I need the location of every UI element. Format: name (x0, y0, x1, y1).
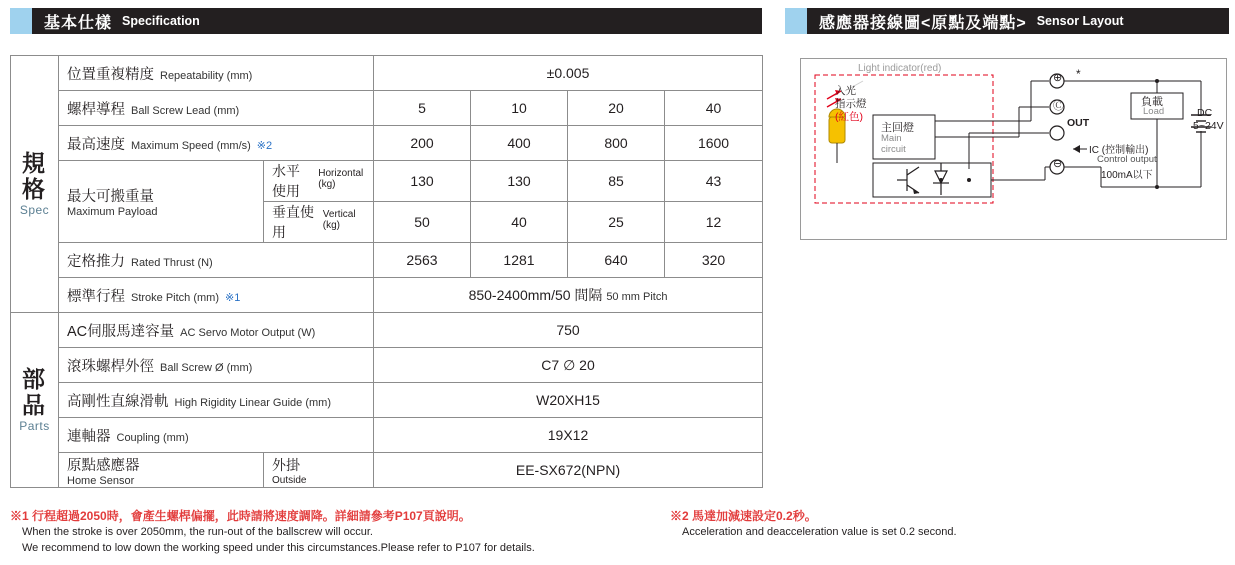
label-thrust-cn: 定格推力 (67, 253, 125, 270)
specification-table (10, 55, 763, 488)
value-thrust-0: 2563 (374, 243, 471, 278)
value-max-speed-2: 800 (568, 126, 665, 161)
table-row (11, 348, 763, 383)
spec-header-bar (32, 8, 762, 34)
label-payload-cn: 最大可搬重量 (67, 189, 154, 205)
asterisk-marker: * (1076, 67, 1081, 81)
label-ic-control-output-cn: IC (控制輸出) (1089, 145, 1149, 156)
row-label-motor-output (59, 313, 374, 348)
label-max-speed-mark: ※2 (256, 139, 273, 152)
label-ic-current: 100mA以下 (1101, 170, 1153, 181)
group-label-parts-en: Parts (19, 418, 50, 433)
value-max-speed-3: 1600 (665, 126, 763, 161)
value-thrust-2: 640 (568, 243, 665, 278)
label-horizontal-en: Horizontal (kg) (318, 168, 364, 190)
row-sublabel-vertical (264, 202, 374, 243)
label-stroke-cn: 標準行程 (67, 288, 125, 305)
value-vertical-2: 25 (568, 202, 665, 243)
label-light-indicator: Light indicator(red) (858, 63, 942, 74)
label-vertical-en: Vertical (kg) (322, 209, 356, 231)
value-vertical-3: 12 (665, 202, 763, 243)
sensor-header-accent-tab (785, 8, 807, 34)
value-ball-screw: C7 ∅ 20 (374, 348, 763, 383)
label-coupling-cn: 連軸器 (67, 428, 111, 445)
table-row (11, 91, 763, 126)
row-label-ball-screw-lead (59, 91, 374, 126)
group-label-spec-en: Spec (19, 202, 50, 217)
value-lead-1: 10 (471, 91, 568, 126)
label-vertical-cn: 垂直使用 (272, 204, 314, 240)
sensor-section-header (785, 8, 1229, 34)
value-stroke-range: 850-2400mm/50 (468, 287, 571, 303)
row-label-stroke-pitch (59, 278, 374, 313)
label-repeatability-cn: 位置重複精度 (67, 66, 154, 83)
row-sublabel-outside (264, 453, 374, 488)
sensor-header-title-cn: 感應器接線圖<原點及端點> (819, 14, 1027, 32)
label-motor-cn: AC伺服馬達容量 (67, 323, 175, 340)
label-outside-cn: 外掛 (272, 456, 300, 473)
group-cell-parts (11, 313, 59, 488)
label-home-sensor-en: Home Sensor (67, 474, 135, 487)
label-dc: DC (1197, 107, 1213, 119)
label-guide-cn: 高剛性直線滑軌 (67, 393, 169, 410)
label-outside-en: Outside (272, 474, 307, 486)
value-stroke-pitch (374, 278, 763, 313)
label-motor-en: AC Servo Motor Output (W) (180, 326, 316, 339)
value-thrust-3: 320 (665, 243, 763, 278)
spec-header-accent-tab (10, 8, 32, 34)
label-stroke-en: Stroke Pitch (mm) (131, 291, 220, 304)
label-load-en: Load (1143, 106, 1165, 117)
label-stroke-mark: ※1 (225, 291, 241, 304)
label-ballscrew-cn: 滾珠螺桿外徑 (67, 358, 154, 375)
label-lead-cn: 螺桿導程 (67, 101, 125, 118)
table-row (11, 418, 763, 453)
table-row (11, 161, 763, 202)
label-ic-control-output-en: Control output (1097, 154, 1157, 165)
row-label-rated-thrust (59, 243, 374, 278)
table-row (11, 243, 763, 278)
value-lead-0: 5 (374, 91, 471, 126)
footnote-1 (10, 508, 650, 557)
table-row (11, 56, 763, 91)
table-row (11, 278, 763, 313)
sensor-header-title-en: Sensor Layout (1036, 14, 1124, 28)
value-horizontal-0: 130 (374, 161, 471, 202)
label-out: OUT (1067, 117, 1090, 129)
value-vertical-0: 50 (374, 202, 471, 243)
label-ballscrew-en: Ball Screw Ø (mm) (160, 361, 253, 374)
value-coupling: 19X12 (374, 418, 763, 453)
label-lead-en: Ball Screw Lead (mm) (131, 104, 240, 117)
label-home-sensor-cn: 原點感應器 (67, 457, 140, 474)
group-label-spec-cn: 規格 (22, 150, 47, 202)
label-max-speed-cn: 最高速度 (67, 136, 125, 153)
row-label-ball-screw (59, 348, 374, 383)
row-label-coupling (59, 418, 374, 453)
footnote-1-head: ※1 行程超過2050時，會產生螺桿偏擺，此時請將速度調降。詳細請參考P107頁說明。 (10, 509, 471, 523)
value-vertical-1: 40 (471, 202, 568, 243)
specification-table-container (10, 55, 762, 488)
footnote-2-line1: Acceleration and deacceleration value is set 0.2 second. (682, 526, 957, 539)
label-load-cn: 負載 (1141, 96, 1163, 108)
label-max-speed-en: Maximum Speed (mm/s) (131, 139, 251, 152)
footnote-2 (670, 508, 1230, 541)
row-label-repeatability (59, 56, 374, 91)
row-label-home-sensor (59, 453, 264, 488)
value-home-sensor: EE-SX672(NPN) (374, 453, 763, 488)
label-main-circuit-en2: circuit (881, 144, 906, 155)
row-label-max-payload (59, 161, 264, 243)
spec-header-title-cn: 基本仕樣 (44, 14, 113, 32)
footnote-1-line2: We recommend to low down the working speed under this circumstances.Please refer to P107 for details. (22, 542, 535, 555)
label-indicator-color-cn: (紅色) (835, 111, 863, 123)
terminal-c-symbol: Ⓒ (1053, 100, 1064, 112)
value-horizontal-1: 130 (471, 161, 568, 202)
value-lead-3: 40 (665, 91, 763, 126)
value-horizontal-3: 43 (665, 161, 763, 202)
label-horizontal-cn: 水平使用 (272, 163, 300, 199)
row-label-max-speed (59, 126, 374, 161)
value-motor-output: 750 (374, 313, 763, 348)
label-thrust-en: Rated Thrust (N) (131, 256, 213, 269)
table-row (11, 313, 763, 348)
value-max-speed-0: 200 (374, 126, 471, 161)
label-main-circuit-en1: Main (881, 133, 902, 144)
value-stroke-en: 50 mm Pitch (606, 291, 668, 303)
spec-header-title-en: Specification (122, 14, 200, 28)
group-cell-spec (11, 56, 59, 313)
value-max-speed-1: 400 (471, 126, 568, 161)
sensor-header-bar (807, 8, 1229, 34)
table-row (11, 383, 763, 418)
table-row (11, 126, 763, 161)
terminal-minus-symbol: ⊖ (1053, 158, 1063, 170)
value-thrust-1: 1281 (471, 243, 568, 278)
row-label-linear-guide (59, 383, 374, 418)
specification-section-header (10, 8, 762, 34)
label-dc-range: 5~24V (1193, 120, 1224, 132)
value-lead-2: 20 (568, 91, 665, 126)
value-repeatability: ±0.005 (374, 56, 763, 91)
label-indicator-cn: 指示燈 (835, 98, 867, 110)
label-coupling-en: Coupling (mm) (116, 431, 189, 444)
terminal-plus-symbol: ⊕ (1053, 72, 1063, 84)
footnote-1-line1: When the stroke is over 2050mm, the run-out of the ballscrew will occur. (22, 526, 373, 539)
value-linear-guide: W20XH15 (374, 383, 763, 418)
label-payload-en: Maximum Payload (67, 206, 158, 218)
label-guide-en: High Rigidity Linear Guide (mm) (174, 396, 331, 409)
group-label-parts-cn: 部品 (22, 366, 47, 418)
label-in-light-cn: 入光 (835, 85, 856, 97)
value-stroke-cn: 間隔 (574, 287, 603, 303)
label-repeatability-en: Repeatability (mm) (160, 69, 253, 82)
table-row (11, 453, 763, 488)
value-horizontal-2: 85 (568, 161, 665, 202)
footnote-2-head: ※2 馬達加減速設定0.2秒。 (670, 509, 817, 523)
row-sublabel-horizontal (264, 161, 374, 202)
label-main-circuit-cn: 主回燈 (881, 122, 914, 134)
sensor-wiring-diagram (800, 58, 1227, 240)
